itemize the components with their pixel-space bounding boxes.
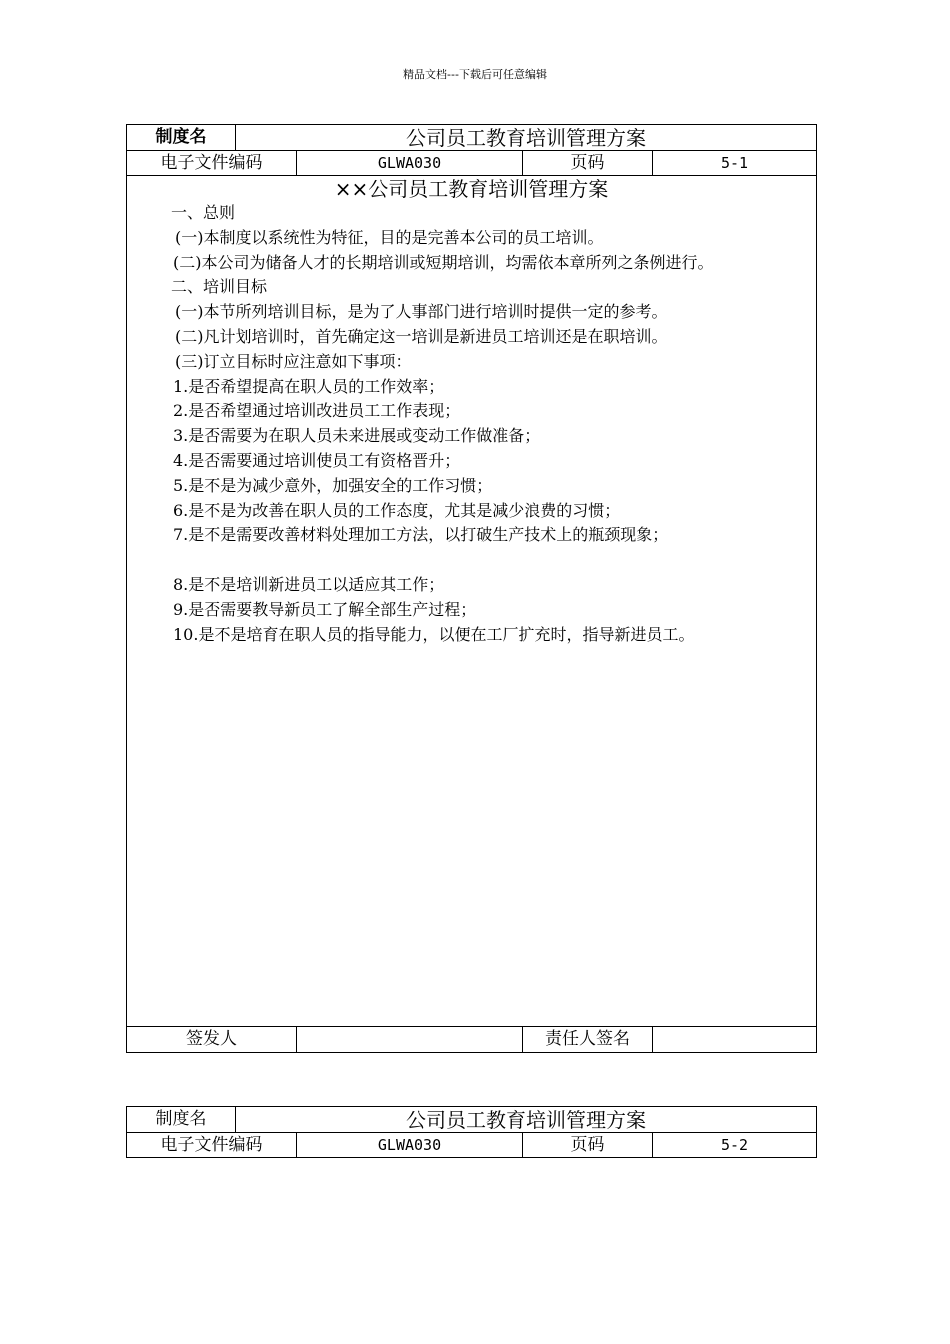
paragraph: (三)订立目标时应注意如下事项： [175,351,412,371]
list-item: 7.是不是需要改善材料处理加工方法，以打破生产技术上的瓶颈现象； [173,525,669,545]
page-number-value: 5-2 [653,1133,817,1158]
list-item: 10.是不是培育在职人员的指导能力，以便在工厂扩充时，指导新进员工。 [173,624,695,644]
file-code-label: 电子文件编码 [127,1133,297,1158]
list-item: 6.是不是为改善在职人员的工作态度，尤其是减少浪费的习惯； [173,500,621,520]
regulation-form-page-1 [126,124,817,1053]
page-header-note: 精品文档---下载后可任意编辑 [403,68,547,81]
file-code-value: GLWA030 [297,151,523,176]
list-item: 4.是否需要通过培训使员工有资格晋升； [173,450,461,470]
document-heading: ××公司员工教育培训管理方案 [334,177,609,201]
issuer-label: 签发人 [127,1027,297,1053]
regulation-form-page-2 [126,1106,817,1158]
list-item: 3.是否需要为在职人员未来进展或变动工作做准备； [173,426,541,446]
paragraph: (一)本节所列培训目标，是为了人事部门进行培训时提供一定的参考。 [175,302,668,322]
list-item: 5.是不是为减少意外，加强安全的工作习惯； [173,475,493,495]
page-number-value: 5-1 [653,151,817,176]
regulation-name-label: 制度名 [127,125,236,151]
regulation-name-label: 制度名 [127,1107,236,1133]
page-number-label: 页码 [523,1133,653,1158]
responsible-signature-label: 责任人签名 [523,1027,653,1053]
issuer-field [297,1027,523,1053]
responsible-signature-field [653,1027,817,1053]
list-item: 8.是不是培训新进员工以适应其工作； [173,574,445,594]
blank-line [137,548,808,573]
section-heading: 一、总则 [171,203,236,222]
regulation-title: 公司员工教育培训管理方案 [236,125,817,151]
list-item: 9.是否需要教导新员工了解全部生产过程； [173,599,477,619]
section-heading: 二、培训目标 [171,277,268,297]
list-item: 1.是否希望提高在职人员的工作效率； [173,376,445,396]
file-code-label: 电子文件编码 [127,151,297,176]
paragraph: (一)本制度以系统性为特征，目的是完善本公司的员工培训。 [175,227,604,247]
document-body [127,176,817,1027]
paragraph: (二)本公司为储备人才的长期培训或短期培训，均需依本章所列之条例进行。 [173,252,714,272]
list-item: 2.是否希望通过培训改进员工工作表现； [173,401,461,421]
page-number-label: 页码 [523,151,653,176]
file-code-value: GLWA030 [297,1133,523,1158]
paragraph: (二)凡计划培训时，首先确定这一培训是新进员工培训还是在职培训。 [175,326,668,346]
regulation-title: 公司员工教育培训管理方案 [236,1107,817,1133]
